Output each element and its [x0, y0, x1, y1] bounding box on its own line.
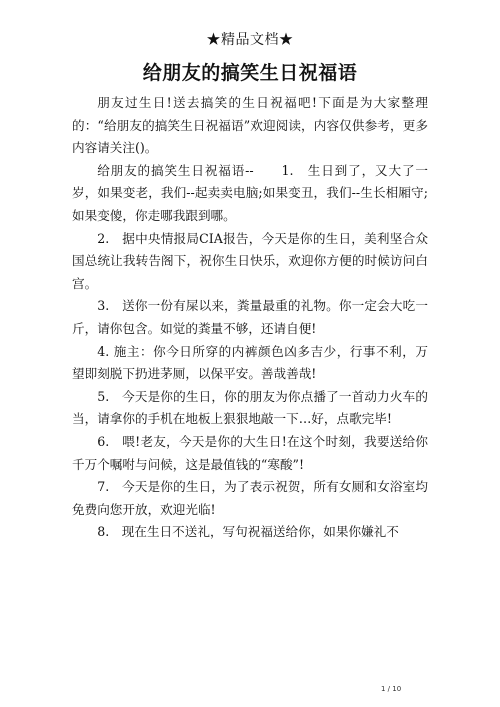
- paragraph-item-5: 5. 今天是你的生日，你的朋友为你点播了一首动力火车的当，请拿你的手机在地板上狠狠地敲一下…好，点歌完毕!: [72, 388, 428, 427]
- paragraph-item-4: 4. 施主：你今日所穿的内裤颜色凶多吉少，行事不利，万望即刻脱下扔进茅厕，以保平安。善哉善哉!: [72, 343, 428, 382]
- header-mark: ★精品文档★: [206, 32, 294, 48]
- paragraph-item-6: 6. 喂!老友，今天是你的大生日!在这个时刻，我要送给你千万个嘱咐与问候，这是最值钱的“寒酸”!: [72, 433, 428, 472]
- page-number: 1 / 10: [381, 685, 402, 693]
- document-title: 给朋友的搞笑生日祝福语: [142, 62, 358, 84]
- paragraph-item-1: 给朋友的搞笑生日祝福语-- 1. 生日到了，又大了一岁，如果变老，我们--起卖卖电脑;如果变丑，我们--生长相厢守;如果变傻，你走哪我跟到哪。: [72, 162, 428, 223]
- paragraph-item-7: 7. 今天是你的生日，为了表示祝贺，所有女厕和女浴室均免费向您开放，欢迎光临!: [72, 479, 428, 517]
- paragraph-item-2: 2. 据中央情报局CIA报告，今天是你的生日，美利坚合众国总统让我转告阁下，祝你生日快乐，欢迎你方便的时候访问白宫。: [72, 230, 428, 291]
- paragraph-intro: 朋友过生日!送去搞笑的生日祝福吧!下面是为大家整理的：“给朋友的搞笑生日祝福语”欢迎阅读，内容仅供参考，更多内容请关注()。: [72, 95, 428, 156]
- document-body: [72, 92, 428, 544]
- paragraph-item-3: 3. 送你一份有屎以来，粪量最重的礼物。你一定会大吃一斤，请你包含。如觉的粪量不够，还请自便!: [72, 298, 428, 336]
- paragraph-item-8: 8. 现在生日不送礼，写句祝福送给你，如果你嫌礼不: [97, 524, 399, 540]
